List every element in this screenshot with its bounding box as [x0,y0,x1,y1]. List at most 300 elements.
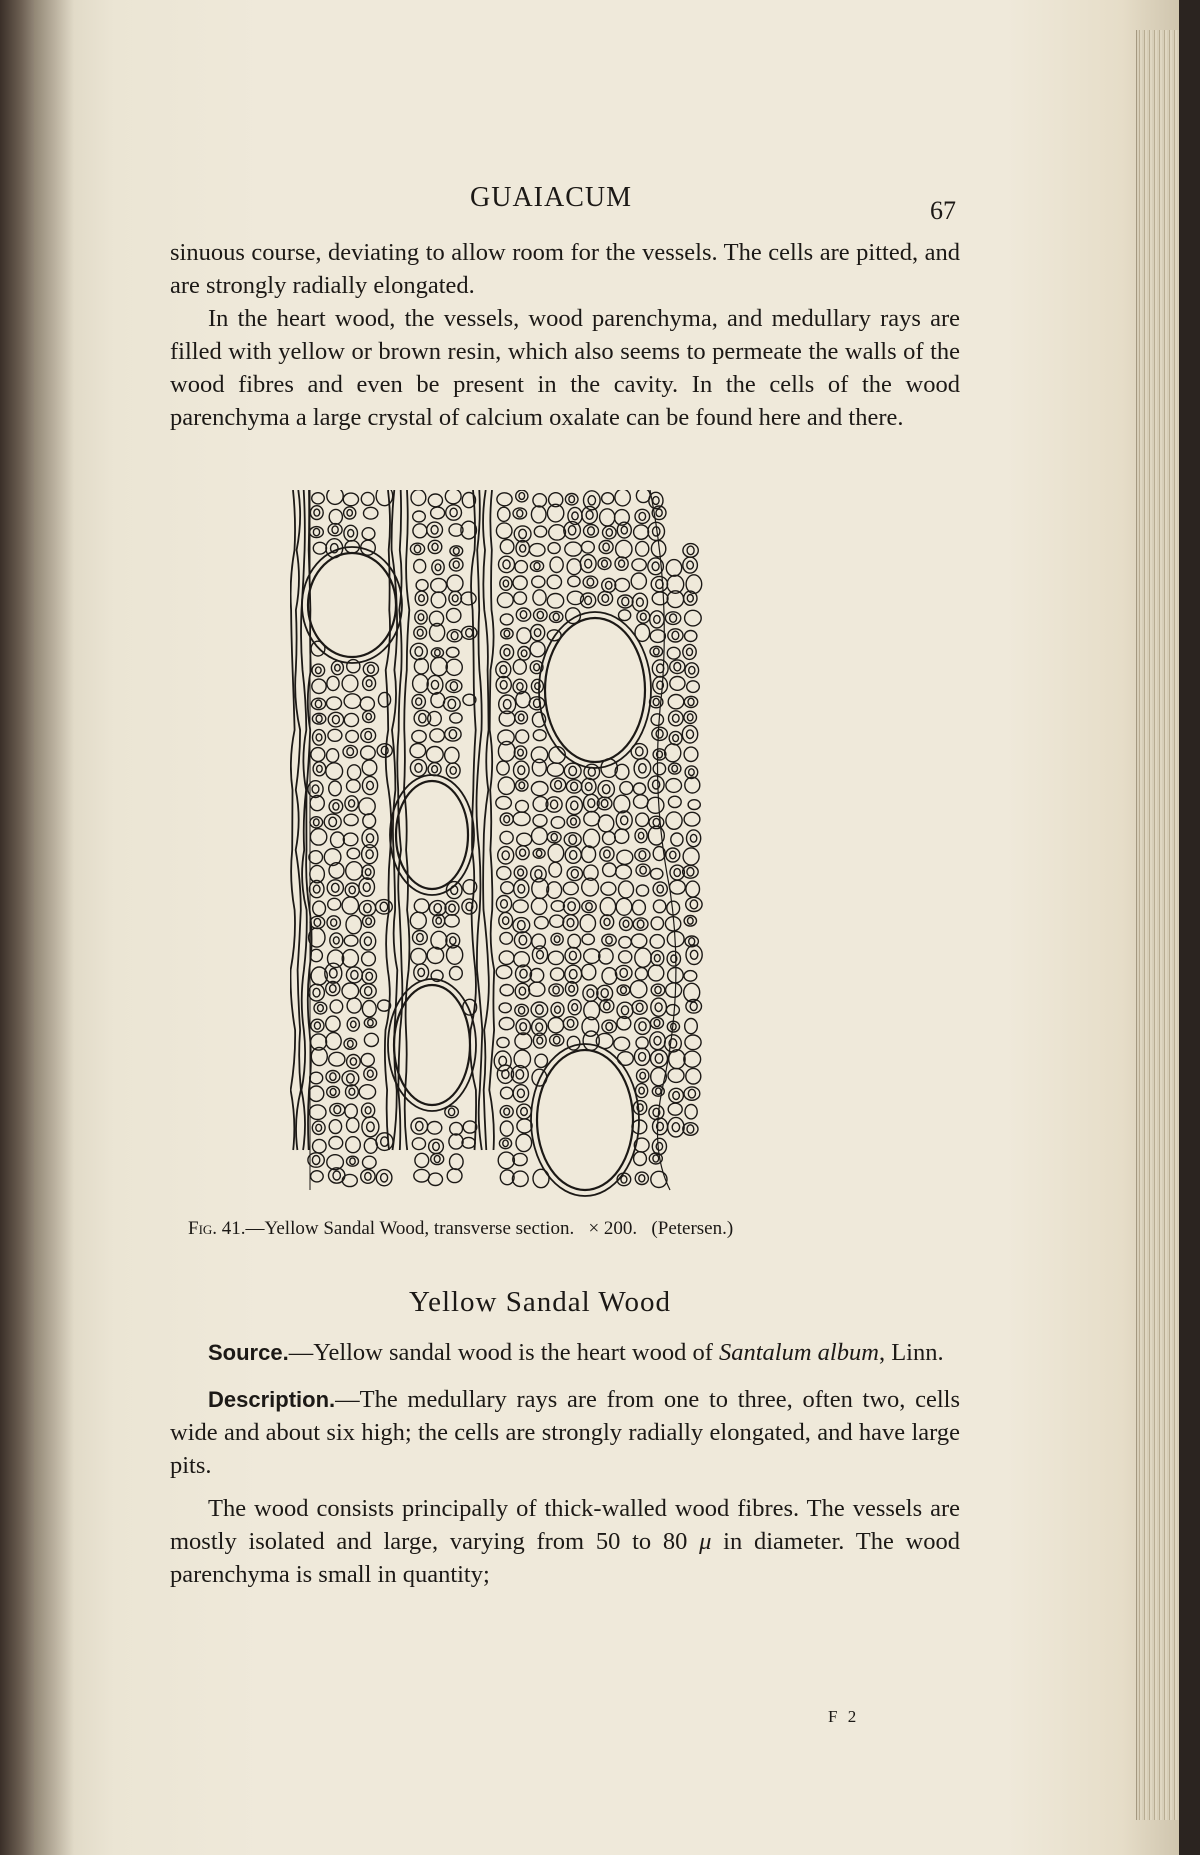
fibre-cell [516,846,529,860]
fibre-lumen [554,936,560,943]
fibre-lumen [519,782,525,789]
fibre-cell [530,642,545,657]
fibre-cell [431,578,447,592]
fibre-cell [584,812,600,826]
fibre-cell [345,1104,357,1118]
fibre-lumen [555,1006,561,1013]
fibre-cell [636,541,649,556]
fibre-lumen [367,1070,373,1077]
fibres-text-b: in diameter. The wood parenchyma is small in quantity; [170,1528,961,1588]
fibre-cell [330,933,343,948]
fibre-cell [616,898,632,915]
fibre-cell [313,901,326,916]
fibre-cell [414,626,427,639]
fibre-lumen [434,904,441,913]
fibre-lumen [687,561,694,569]
fibre-cell [535,1054,548,1067]
fibre-lumen [622,597,629,606]
fibre-lumen [347,748,354,756]
fibre-lumen [366,680,372,687]
fibre-lumen [553,613,559,620]
fibre-cell [634,525,649,539]
fibre-lumen [333,803,339,810]
fibre-cell [632,593,647,611]
fibre-cell [447,575,463,591]
fibre-cell [549,525,566,540]
signature-mark: F 2 [828,1707,860,1726]
fibre-cell [566,797,582,815]
fibre-cell [309,851,323,864]
fibre-cell [516,965,532,982]
vessel-wall [531,1044,639,1196]
fibre-lumen [520,1023,527,1031]
fibre-cell [359,798,375,815]
fibre-cell [414,1169,430,1182]
fibre-cell [530,969,544,983]
fibre-lumen [536,850,541,857]
fibre-cell [666,1005,679,1016]
fibre-lumen [416,1122,423,1131]
fibre-cell [531,898,546,914]
fibre-cell [666,983,682,997]
fibre-lumen [690,900,697,909]
fibre-lumen [672,631,679,639]
fibre-lumen [520,849,526,856]
fibre-cell [329,1052,345,1066]
fibre-cell [617,850,633,864]
fibre-cell [362,969,377,984]
fibre-lumen [674,869,680,877]
fibre-cell [500,614,513,625]
fibre-lumen [332,883,339,892]
fibre-lumen [351,971,358,980]
fibre-cell [347,1118,359,1133]
fibre-lumen [621,526,627,534]
fibre-lumen [432,543,438,550]
fibre-lumen [351,1021,356,1028]
fibre-cell [651,1171,667,1187]
fibre-cell [344,713,358,726]
fibre-cell [516,608,530,621]
fibre-lumen [537,611,543,618]
fibre-cell [497,493,512,506]
fibre-cell [362,865,374,879]
fibre-cell [637,1069,649,1082]
fibre-cell [447,608,461,622]
fibre-lumen [569,970,577,979]
fibre-cell [682,725,697,743]
fibre-lumen [503,917,509,925]
fibre-cell [517,1104,532,1119]
medullary-ray-strand [483,490,489,1150]
fibre-cell [603,832,616,845]
fibre-cell [635,1172,648,1184]
fibre-cell [361,746,376,759]
fibre-lumen [503,1140,508,1147]
fibre-lumen [657,885,663,893]
fibre-cell [651,576,667,591]
fibre-lumen [519,493,525,500]
fibre-cell [636,1037,648,1049]
fibre-lumen [654,1036,661,1045]
fibre-lumen [366,850,373,859]
fibre-lumen [606,1023,613,1031]
fibre-cell [362,528,375,540]
fibre-cell [633,1101,646,1115]
fibre-cell [619,610,631,621]
fibre-lumen [520,545,526,552]
fibre-cell [428,494,442,507]
fibre-cell [634,1048,649,1065]
fibre-cell [515,983,529,999]
fibre-lumen [500,681,507,689]
fibre-cell [413,674,429,692]
source-label: Source. [208,1340,289,1365]
source-species: Santalum album [719,1339,879,1366]
fibre-lumen [315,700,321,708]
fibre-lumen [330,1088,336,1095]
fibre-cell [648,965,664,981]
top-text [170,236,960,434]
fibre-cell [500,577,512,591]
fibre-cell [568,1000,581,1015]
fibre-lumen [419,595,425,602]
fibre-cell [568,576,580,587]
fibre-cell [445,747,459,763]
fibre-cell [669,1050,685,1069]
fibre-cell [446,647,459,657]
fibre-cell [309,1105,326,1120]
fibre-cell [616,865,632,879]
fibre-cell [615,578,630,591]
vessel [308,553,396,657]
fibre-cell [632,900,645,915]
fibre-cell [327,697,342,710]
fibre-cell [500,831,513,844]
fibre-cell [327,880,343,896]
fibre-cell [529,982,545,996]
fibre-cell [619,881,634,898]
fibre-cell [547,575,561,589]
fibre-lumen [601,800,608,808]
fibre-cell [362,760,377,775]
fibre-cell [620,917,633,930]
fibre-cell [348,765,361,780]
fibre-cell [687,830,701,847]
fibre-lumen [602,560,608,567]
fibre-cell [497,867,511,880]
fibre-cell [515,711,528,724]
fibre-cell [615,557,628,570]
fibre-cell [496,896,511,913]
fibre-cell [499,556,515,572]
fibre-cell [651,1050,668,1067]
fibre-cell [551,1002,564,1017]
fibre-lumen [653,1155,659,1162]
fibre-lumen [466,629,473,637]
fibre-lumen [518,749,524,756]
fibre-cell [600,509,615,526]
fibre-cell [600,847,614,861]
fibre-lumen [655,1003,662,1012]
fibre-cell [445,490,461,504]
fibre-lumen [568,526,575,535]
fibre-lumen [585,559,592,568]
fibre-cell [361,729,376,743]
fibre-lumen [314,509,320,516]
fibre-cell [376,1170,392,1186]
fibre-cell [427,522,443,537]
fibre-cell [667,951,680,966]
fibre-cell [362,776,377,794]
fibre-cell [362,1001,376,1017]
fibre-cell [635,948,651,967]
fibre-cell [414,658,428,674]
fibre-cell [312,1121,325,1134]
fibre-cell [342,983,359,999]
fibre-lumen [555,781,562,789]
fibre-cell [328,950,344,968]
fibre-cell [616,540,632,558]
fibre-cell [327,916,340,930]
fibre-lumen [313,528,319,535]
fibre-lumen [415,764,422,773]
fibre-cell [412,1138,425,1150]
fibre-cell [688,800,700,810]
medullary-ray-strand [489,490,494,1150]
fibre-cell [359,878,375,896]
fibre-lumen [521,650,527,657]
fibre-lumen [551,833,557,841]
fibre-cell [364,1067,377,1080]
fibre-lumen [504,649,510,656]
fibre-cell [650,630,665,643]
fibre-cell [410,643,427,659]
fibre-lumen [449,904,455,912]
fibre-cell [567,815,580,827]
fibre-cell [513,660,526,675]
fibre-lumen [604,1002,610,1010]
fibre-lumen [606,581,612,589]
fibre-cell [684,711,697,723]
fibre-cell [496,965,512,978]
fibre-lumen [606,936,612,944]
fibre-cell [429,1139,444,1153]
fibre-cell [634,1152,647,1166]
fibre-lumen [569,835,577,844]
fibre-lumen [347,1074,355,1083]
fibre-cell [413,524,427,538]
fibre-cell [531,506,546,523]
fibre-lumen [331,919,337,926]
fibre-cell [603,863,617,877]
fibre-cell [514,932,531,949]
fibre-cell [331,661,343,675]
fibre-lumen [349,886,355,894]
fibre-cell [634,759,651,779]
fibre-cell [582,934,594,945]
paragraph-continued: sinuous course, deviating to allow room for the vessels. The cells are pitted, and are strongly radially elongated. [170,239,960,299]
fibre-cell [653,1118,668,1135]
fibre-cell [359,901,375,916]
fibre-cell [684,591,697,605]
fibre-cell [347,780,361,793]
fibre-cell [343,493,358,506]
fibre-cell [500,540,514,554]
fibre-cell [620,782,633,795]
fibre-lumen [348,530,354,537]
fibre-cell [497,761,509,775]
fibre-cell [428,711,442,725]
fibre-cell [683,644,696,659]
fibre-cell [414,899,429,913]
fibre-cell [413,931,428,945]
fibre-cell [343,833,358,846]
fibre-cell [652,660,668,677]
fibre-cell [328,712,343,727]
fibre-cell [635,509,650,523]
fibre-cell [602,493,614,504]
fibre-cell [427,947,443,963]
fibre-lumen [520,611,526,619]
fibre-cell [547,594,563,609]
fibre-lumen [687,595,693,602]
fibre-lumen [639,1053,646,1061]
fibre-cell [668,1068,684,1082]
fibre-cell [685,1105,697,1119]
fibre-lumen [655,986,661,993]
fibre-cell [499,951,514,965]
description-text: —The medullary rays are from one to three, often two, cells wide and about six high; the cells are strongly radially elongated, and have large pits. [170,1386,960,1479]
fibre-cell [581,778,596,795]
fibre-cell [583,829,599,847]
fibre-cell [313,542,326,554]
fibre-cell [567,559,581,575]
fibre-lumen [318,1005,324,1012]
fibre-lumen [367,1122,375,1131]
fibre-cell [462,1137,475,1148]
fibre-lumen [588,527,595,535]
fibre-lumen [637,920,644,928]
fibre-lumen [452,595,458,602]
fibre-cell [414,560,426,573]
fibre-cell [684,812,700,826]
fibre-cell [686,881,700,897]
fibre-cell [651,917,663,930]
fibre-cell [602,968,617,985]
fibre-cell [450,1122,463,1135]
fibre-lumen [689,938,695,945]
fibre-cell [513,1085,528,1102]
fibre-cell [345,796,358,811]
fibre-cell [428,1173,442,1185]
fibre-cell [363,814,376,828]
fibre-lumen [449,730,456,739]
fibre-cell [342,950,358,968]
fibre-cell [514,526,531,542]
fibre-lumen [572,512,578,520]
fibre-lumen [619,560,625,567]
fibre-cell [376,490,393,506]
fibre-lumen [654,955,660,962]
fibre-lumen [519,987,525,995]
fibre-lumen [431,526,438,535]
fibre-cell [614,1037,630,1050]
fibre-lumen [639,764,646,773]
fibre-cell [414,964,429,981]
fibre-cell [531,679,543,693]
fibre-cell [515,561,527,573]
fibre-cell [513,812,530,826]
figure-credit: (Petersen.) [651,1218,734,1239]
fibre-lumen [586,511,593,520]
fibre-lumen [365,987,372,996]
fibre-cell [547,763,563,776]
fibre-cell [513,900,528,913]
fibre-lumen [448,699,456,708]
fibre-cell [359,1085,375,1099]
fibre-cell [684,747,698,761]
fibre-cell [514,866,527,879]
fibre-cell [326,763,343,780]
fibre-cell [312,664,325,676]
fibre-cell [515,1033,532,1049]
fibre-lumen [418,968,425,976]
fibre-lumen [638,832,643,839]
running-head: GUAIACUM [470,182,632,213]
fibre-cell [600,898,615,916]
fibre-cell [313,762,326,776]
fibre-lumen [348,1040,354,1047]
fibre-cell [376,1133,393,1151]
fibre-cell [328,729,342,741]
fibre-lumen [314,918,321,926]
fibre-lumen [450,682,457,691]
fibre-cell [311,1019,324,1032]
figure-magnification: × 200. [588,1218,638,1239]
fibre-cell [309,1086,324,1101]
fibre-lumen [673,714,680,722]
fibre-lumen [450,937,456,945]
fibre-cell [666,812,682,829]
fibre-cell [342,897,358,914]
fibre-lumen [569,951,576,960]
fibre-cell [496,523,512,539]
fibre-lumen [453,547,459,554]
fibre-cell [498,507,510,521]
fibre-lumen [690,834,696,842]
fibre-cell [532,576,545,587]
fibre-lumen [381,1173,388,1182]
figure-caption [188,1218,908,1240]
fibre-lumen [330,969,338,978]
fibre-lumen [366,918,372,925]
fibre-cell [344,814,358,825]
fibre-cell [344,525,358,541]
description-label: Description. [208,1387,336,1412]
fibre-lumen [572,1004,578,1011]
fibre-cell [347,998,361,1013]
fibre-lumen [587,578,594,586]
fibre-lumen [504,630,510,637]
fibre-cell [326,1016,340,1031]
fibre-cell [428,763,441,776]
fibre-lumen [314,1022,320,1029]
fibre-lumen [689,769,695,776]
fibre-cell [494,1051,511,1071]
fibre-cell [619,937,631,948]
figure-caption-text: —Yellow Sandal Wood, transverse section. [245,1218,575,1239]
